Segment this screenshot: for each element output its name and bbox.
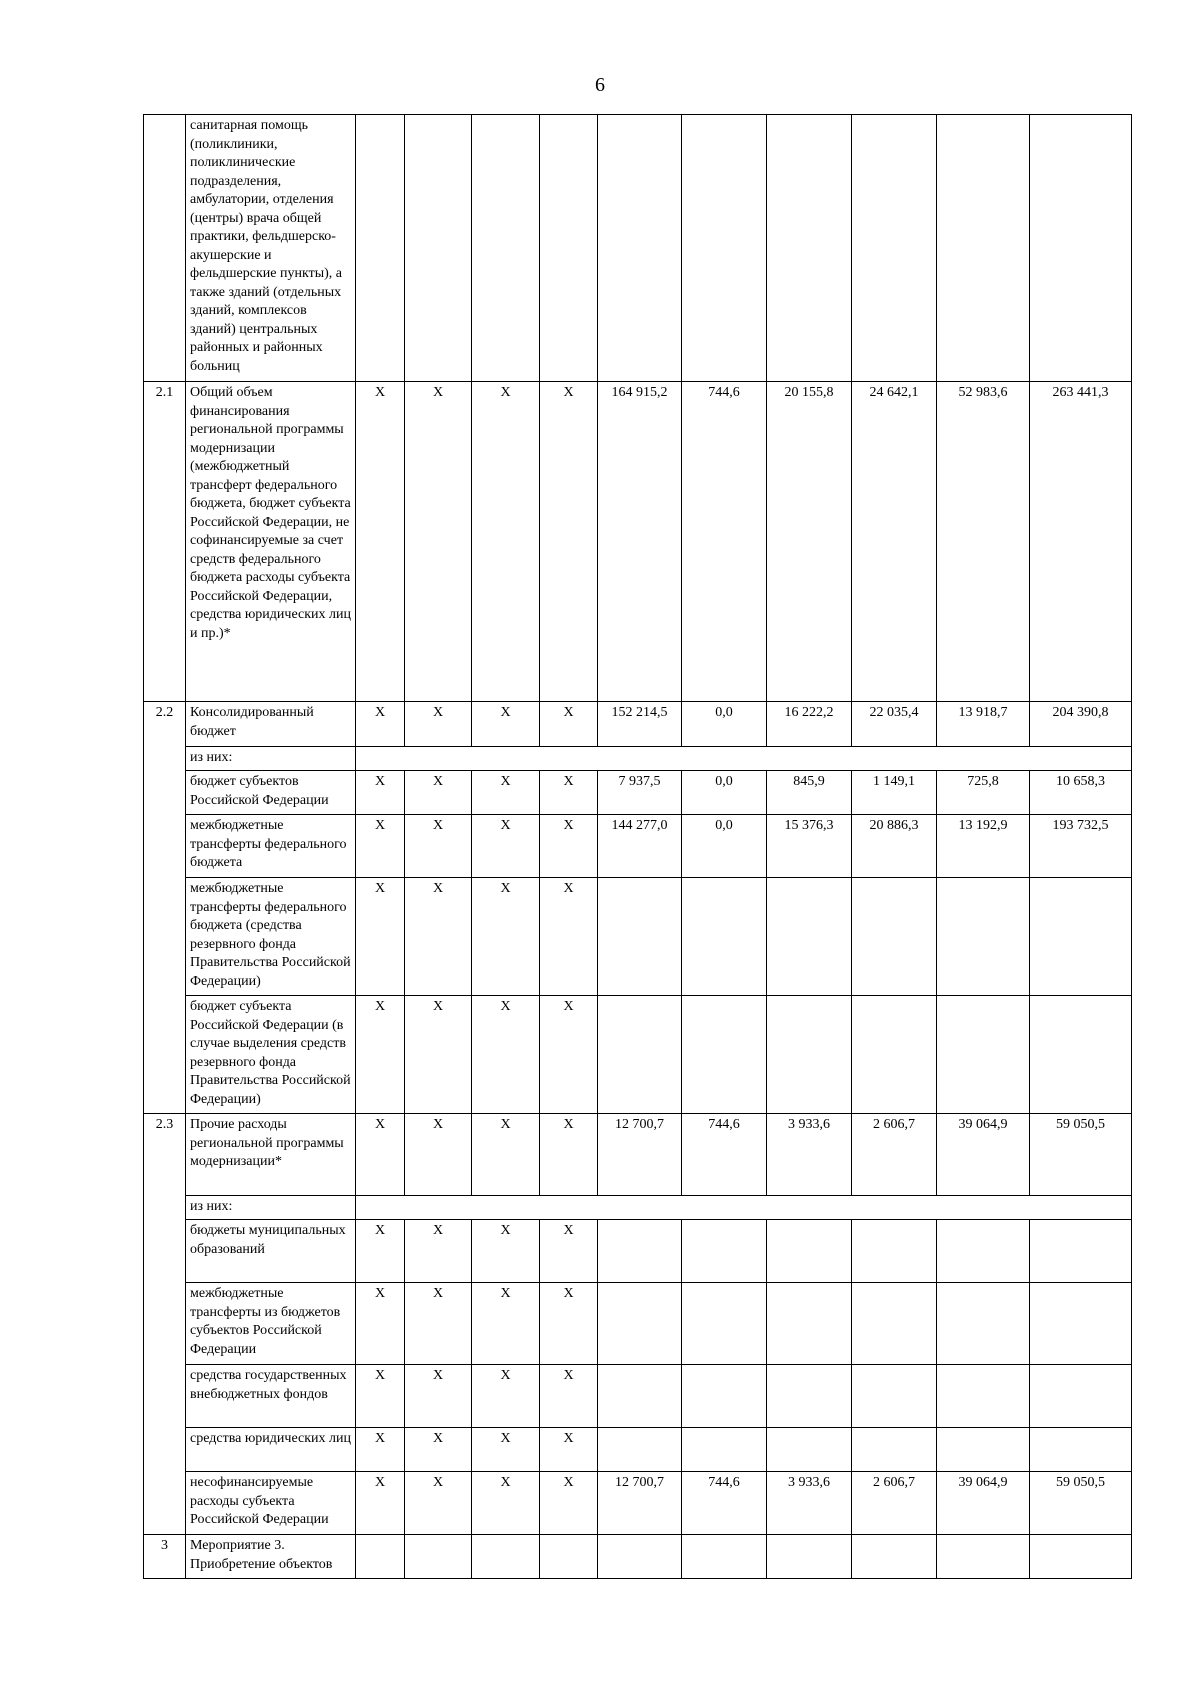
value-cell: 7 937,5 [598,771,682,815]
x-mark: Х [356,1114,405,1196]
x-mark: Х [405,1472,472,1535]
row-label: из них: [186,1196,356,1220]
row-label: Мероприятие 3. Приобретение объектов [186,1535,356,1579]
value-cell: 59 050,5 [1030,1114,1132,1196]
value-cell: 204 390,8 [1030,702,1132,747]
value-cell: 152 214,5 [598,702,682,747]
row-label: из них: [186,747,356,771]
value-cell: 3 933,6 [767,1472,852,1535]
x-mark: Х [405,382,472,702]
table-row [144,1428,1132,1472]
table-row [144,1220,1132,1283]
x-mark: Х [540,815,598,878]
x-mark: Х [472,1114,540,1196]
value-cell: 12 700,7 [598,1114,682,1196]
value-cell: 52 983,6 [937,382,1030,702]
row-number: 2.1 [144,382,186,702]
x-mark: Х [405,771,472,815]
row-label: межбюджетные трансферты федерального бюджета [186,815,356,878]
value-cell: 845,9 [767,771,852,815]
table-row [144,1365,1132,1428]
x-mark: Х [356,1428,405,1472]
x-mark: Х [472,771,540,815]
row-label: бюджет субъекта Российской Федерации (в случае выделения средств резервного фонда Правительства Российской Федерации) [186,996,356,1114]
x-mark: Х [356,702,405,747]
x-mark: Х [472,702,540,747]
table-row [144,1114,1132,1196]
value-cell: 0,0 [682,771,767,815]
page-number: 6 [595,74,605,96]
x-mark: Х [405,702,472,747]
x-mark: Х [405,878,472,996]
row-number: 3 [144,1535,186,1579]
x-mark: Х [540,1428,598,1472]
row-label: Консолидированный бюджет [186,702,356,747]
value-cell: 164 915,2 [598,382,682,702]
table-row [144,1283,1132,1365]
x-mark: Х [540,878,598,996]
value-cell: 1 149,1 [852,771,937,815]
x-mark: Х [356,878,405,996]
row-label: межбюджетные трансферты федерального бюджета (средства резервного фонда Правительства Российской Федерации) [186,878,356,996]
x-mark: Х [472,382,540,702]
value-cell: 16 222,2 [767,702,852,747]
value-cell: 24 642,1 [852,382,937,702]
x-mark: Х [405,1428,472,1472]
x-mark: Х [540,1283,598,1365]
x-mark: Х [540,996,598,1114]
table-row [144,878,1132,996]
x-mark: Х [405,1365,472,1428]
table-row [144,747,1132,771]
table-row [144,382,1132,702]
x-mark: Х [540,1114,598,1196]
x-mark: Х [356,382,405,702]
value-cell: 39 064,9 [937,1114,1030,1196]
x-mark: Х [356,815,405,878]
financing-table [143,114,1132,1579]
x-mark: Х [540,771,598,815]
row-label: несофинансируемые расходы субъекта Российской Федерации [186,1472,356,1535]
row-label: средства юридических лиц [186,1428,356,1472]
x-mark: Х [405,1220,472,1283]
x-mark: Х [356,771,405,815]
x-mark: Х [405,815,472,878]
table-row [144,815,1132,878]
x-mark: Х [356,996,405,1114]
x-mark: Х [405,996,472,1114]
x-mark: Х [356,1283,405,1365]
table-row [144,1472,1132,1535]
value-cell: 144 277,0 [598,815,682,878]
row-label: Прочие расходы региональной программы модернизации* [186,1114,356,1196]
value-cell: 10 658,3 [1030,771,1132,815]
value-cell: 193 732,5 [1030,815,1132,878]
table-row [144,115,1132,382]
value-cell: 22 035,4 [852,702,937,747]
value-cell: 39 064,9 [937,1472,1030,1535]
value-cell: 20 886,3 [852,815,937,878]
x-mark: Х [356,1472,405,1535]
x-mark: Х [540,1365,598,1428]
row-number: 2.3 [144,1114,186,1535]
x-mark: Х [472,1283,540,1365]
x-mark: Х [356,1365,405,1428]
x-mark: Х [472,1220,540,1283]
value-cell: 744,6 [682,382,767,702]
table-row [144,996,1132,1114]
value-cell: 2 606,7 [852,1114,937,1196]
x-mark: Х [472,996,540,1114]
x-mark: Х [540,1220,598,1283]
x-mark: Х [356,1220,405,1283]
value-cell: 59 050,5 [1030,1472,1132,1535]
value-cell: 725,8 [937,771,1030,815]
row-label: Общий объем финансирования региональной программы модернизации (межбюджетный трансферт федерального бюджета, бюджет субъекта Российской Федерации, не софинансируемые за счет средств федерального бюджета расходы субъекта Российской Федерации, средства юридических лиц и пр.)* [186,382,356,702]
x-mark: Х [472,815,540,878]
value-cell: 2 606,7 [852,1472,937,1535]
table-row [144,702,1132,747]
x-mark: Х [540,382,598,702]
value-cell: 744,6 [682,1114,767,1196]
value-cell: 15 376,3 [767,815,852,878]
value-cell: 12 700,7 [598,1472,682,1535]
row-label: бюджеты муниципальных образований [186,1220,356,1283]
x-mark: Х [540,702,598,747]
x-mark: Х [472,1472,540,1535]
x-mark: Х [405,1283,472,1365]
row-label: межбюджетные трансферты из бюджетов субъектов Российской Федерации [186,1283,356,1365]
x-mark: Х [472,1365,540,1428]
value-cell: 13 918,7 [937,702,1030,747]
value-cell: 263 441,3 [1030,382,1132,702]
value-cell: 3 933,6 [767,1114,852,1196]
x-mark: Х [540,1472,598,1535]
value-cell: 20 155,8 [767,382,852,702]
row-number [144,115,186,382]
row-number: 2.2 [144,702,186,1114]
value-cell: 0,0 [682,815,767,878]
x-mark: Х [405,1114,472,1196]
table-row [144,771,1132,815]
value-cell: 13 192,9 [937,815,1030,878]
x-mark: Х [472,1428,540,1472]
row-label: санитарная помощь (поликлиники, поликлинические подразделения, амбулатории, отделения (центры) врача общей практики, фельдшерско-акушерские и фельдшерские пункты), а также зданий (отдельных зданий, комплексов зданий) центральных районных и районных больниц [186,115,356,382]
value-cell: 744,6 [682,1472,767,1535]
table-row [144,1535,1132,1579]
value-cell: 0,0 [682,702,767,747]
x-mark: Х [472,878,540,996]
row-label: средства государственных внебюджетных фондов [186,1365,356,1428]
row-label: бюджет субъектов Российской Федерации [186,771,356,815]
table-row [144,1196,1132,1220]
